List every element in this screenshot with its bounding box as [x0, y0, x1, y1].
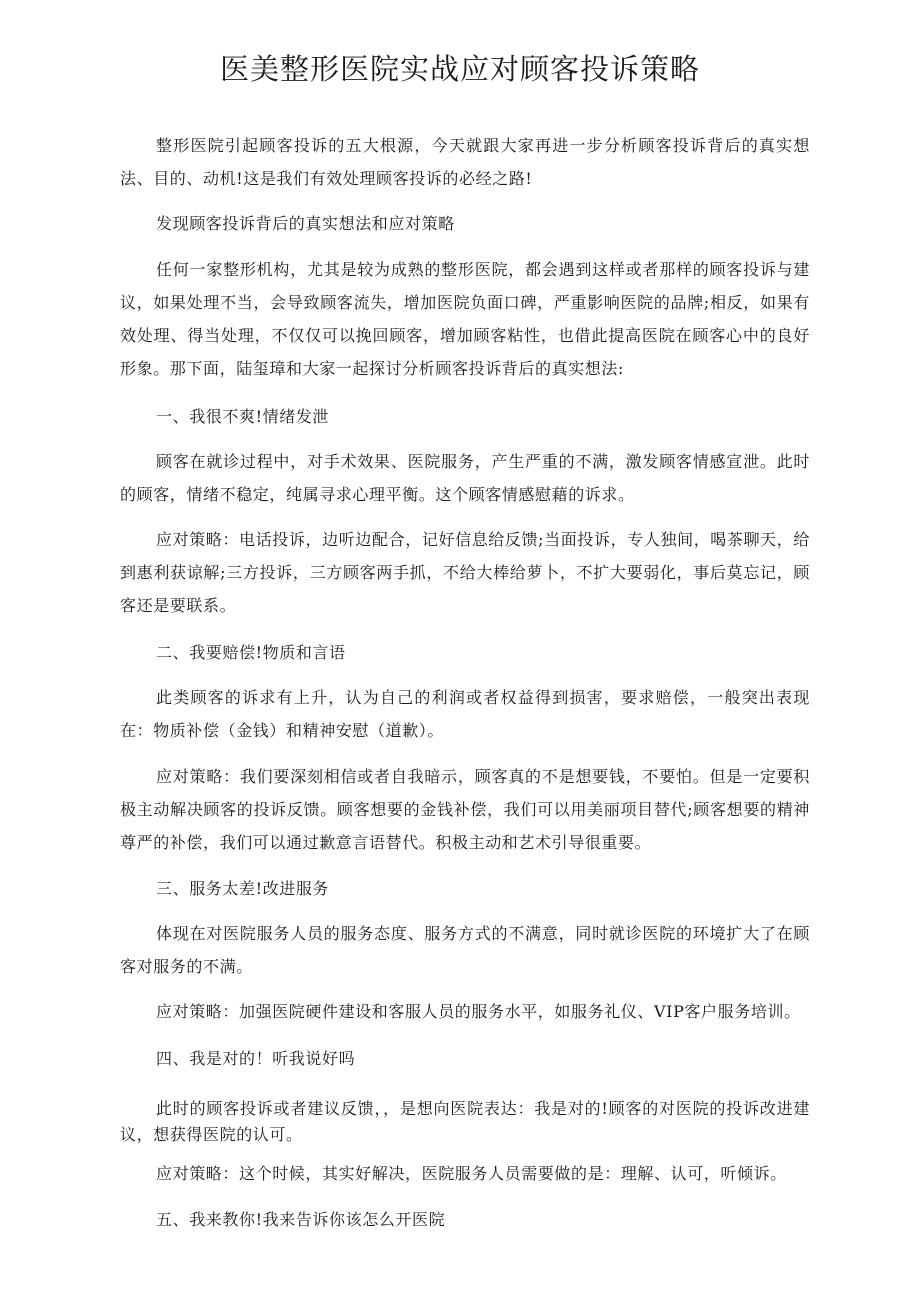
intro-paragraph: 整形医院引起顾客投诉的五大根源，今天就跟大家再进一步分析顾客投诉背后的真实想法、目的、动机!这是我们有效处理顾客投诉的必经之路!	[120, 136, 810, 188]
overview-paragraph: 任何一家整形机构，尤其是较为成熟的整形医院，都会遇到这样或者那样的顾客投诉与建议，如果处理不当，会导致顾客流失，增加医院负面口碑，严重影响医院的品牌;相反，如果有效处理、得当处理，不仅仅可以挽回顾客，增加顾客粘性，也借此提高医院在顾客心中的良好形象。那下面，陆玺璋和大家一起探讨分析顾客投诉背后的真实想法:	[120, 260, 810, 378]
item-2-strategy: 应对策略：我们要深刻相信或者自我暗示，顾客真的不是想要钱，不要怕。但是一定要积极主动解决顾客的投诉反馈。顾客想要的金钱补偿，我们可以用美丽项目替代;顾客想要的精神尊严的补偿，我们可以通过歉意言语替代。积极主动和艺术引导很重要。	[120, 767, 810, 852]
item-1-body: 顾客在就诊过程中，对手术效果、医院服务，产生严重的不满，激发顾客情感宣泄。此时的顾客，情绪不稳定，纯属寻求心理平衡。这个顾客情感慰藉的诉求。	[120, 452, 810, 504]
item-3-strategy: 应对策略：加强医院硬件建设和客服人员的服务水平，如服务礼仪、VIP客户服务培训。	[156, 1002, 801, 1021]
item-1-strategy: 应对策略：电话投诉，边听边配合，记好信息给反馈;当面投诉，专人独间，喝茶聊天，给到惠利获谅解;三方投诉，三方顾客两手抓，不给大棒给萝卜，不扩大要弱化，事后莫忘记，顾客还是要联系。	[120, 530, 810, 615]
item-2-heading: 二、我要赔偿!物质和言语	[156, 643, 346, 662]
item-4-body: 此时的顾客投诉或者建议反馈，，是想向医院表达：我是对的!顾客的对医院的投诉改进建议，想获得医院的认可。	[120, 1099, 810, 1144]
item-2-body: 此类顾客的诉求有上升，认为自己的利润或者权益得到损害，要求赔偿，一般突出表现在：物质补偿（金钱）和精神安慰（道歉）。	[120, 688, 810, 740]
item-4-strategy: 应对策略：这个时候，其实好解决，医院服务人员需要做的是：理解、认可，听倾诉。	[156, 1164, 787, 1183]
item-3-heading: 三、服务太差!改进服务	[156, 879, 330, 898]
document-title: 医美整形医院实战应对顾客投诉策略	[219, 52, 700, 86]
item-3-body: 体现在对医院服务人员的服务态度、服务方式的不满意，同时就诊医院的环境扩大了在顾客对服务的不满。	[120, 924, 810, 976]
item-4-heading: 四、我是对的！听我说好吗	[156, 1049, 356, 1068]
section-title: 发现顾客投诉背后的真实想法和应对策略	[156, 214, 455, 233]
item-5-heading: 五、我来教你!我来告诉你该怎么开医院	[156, 1210, 446, 1229]
item-1-heading: 一、我很不爽!情绪发泄	[156, 407, 330, 426]
